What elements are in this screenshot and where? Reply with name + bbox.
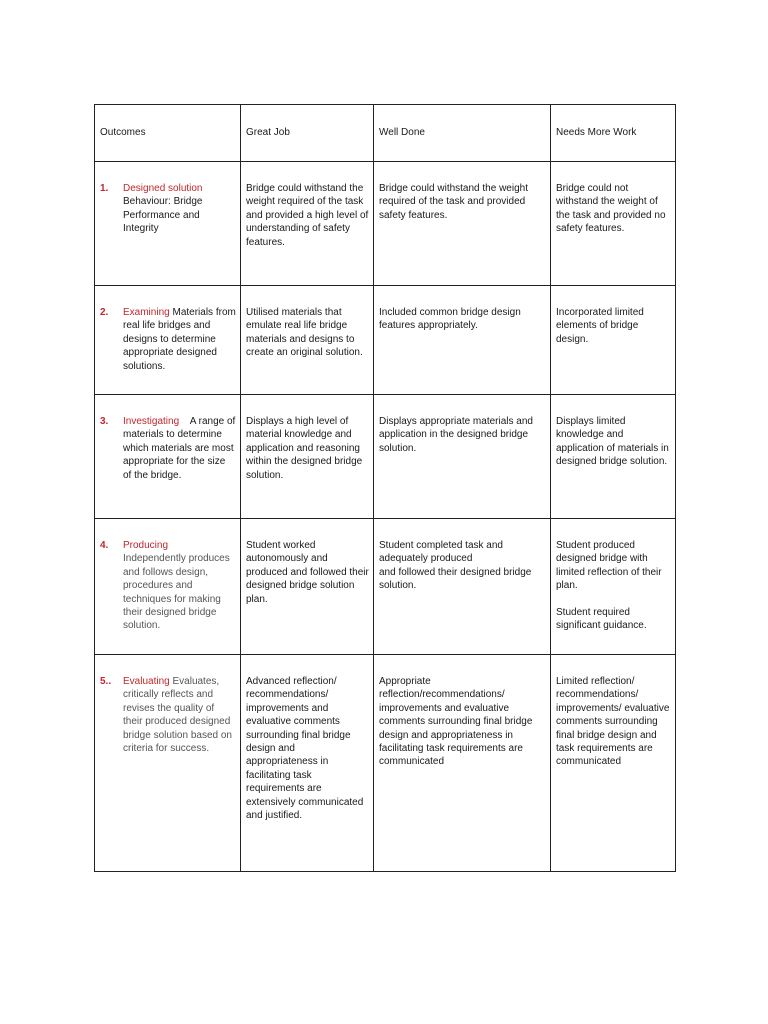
needs-more-work-text: Student produced designed bridge with limited reflection of their plan.: [556, 540, 662, 592]
great-job-cell: Utilised materials that emulate real life bridge materials and designs to create an original solution.: [241, 286, 374, 395]
outcome-keyword: Designed solution: [123, 183, 203, 194]
outcome-description: Behaviour: Bridge Performance and Integrity: [123, 196, 203, 235]
outcome-number: 5..: [100, 676, 112, 687]
outcome-description: Independently produces and follows design, procedures and techniques for making their designed bridge solution.: [123, 553, 230, 632]
header-great-job: Great Job: [241, 105, 374, 162]
rubric-row-evaluating: [95, 655, 676, 872]
rubric-row-investigating: [95, 395, 676, 519]
great-job-cell: Student worked autonomously and produced and followed their designed bridge solution plan.: [241, 519, 374, 655]
outcome-number: 2.: [100, 307, 109, 318]
outcome-number: 1.: [100, 183, 109, 194]
needs-more-work-cell: [551, 519, 676, 655]
well-done-cell: Displays appropriate materials and application in the designed bridge solution.: [374, 395, 551, 519]
outcome-cell: [95, 395, 241, 519]
outcome-keyword: Producing: [123, 540, 169, 551]
header-needs-more-work: Needs More Work: [551, 105, 676, 162]
outcome-number: 4.: [100, 540, 109, 551]
rubric-row-producing: [95, 519, 676, 655]
outcome-cell: [95, 519, 241, 655]
rubric-row-examining: [95, 286, 676, 395]
great-job-cell: Bridge could withstand the weight required of the task and provided a high level of understanding of safety features.: [241, 162, 374, 286]
rubric-row-designed-solution: [95, 162, 676, 286]
needs-more-work-cell: Bridge could not withstand the weight of the task and provided no safety features.: [551, 162, 676, 286]
needs-more-work-cell: Limited reflection/ recommendations/ improvements/ evaluative comments surrounding final bridge design and task requirements are communicated: [551, 655, 676, 872]
great-job-cell: Advanced reflection/ recommendations/ improvements and evaluative comments surrounding final bridge design and appropriateness in facilitating task requirements are extensively communicated and justified.: [241, 655, 374, 872]
well-done-text-line-2: and followed their designed bridge solution.: [379, 566, 532, 592]
outcome-description: A range of materials to determine which materials are most appropriate for the size of the bridge.: [123, 416, 236, 481]
well-done-cell: Included common bridge design features appropriately.: [374, 286, 551, 395]
outcome-cell: [95, 286, 241, 395]
outcome-cell: [95, 655, 241, 872]
assessment-rubric-table: [94, 104, 676, 872]
well-done-cell: Appropriate reflection/recommendations/ improvements and evaluative comments surrounding final bridge design and appropriateness in facilitating task requirements are communicated: [374, 655, 551, 872]
well-done-cell: [374, 519, 551, 655]
outcome-keyword: Investigating: [123, 416, 180, 427]
outcome-description: Materials from real life bridges and designs to determine appropriate designed solutions.: [123, 307, 236, 372]
outcome-number: 3.: [100, 416, 109, 427]
well-done-cell: Bridge could withstand the weight required of the task and provided safety features.: [374, 162, 551, 286]
outcome-keyword: Evaluating: [123, 676, 170, 687]
outcome-cell: [95, 162, 241, 286]
needs-more-work-cell: Incorporated limited elements of bridge design.: [551, 286, 676, 395]
header-outcomes: Outcomes: [95, 105, 241, 162]
great-job-cell: Displays a high level of material knowledge and application and reasoning within the designed bridge solution.: [241, 395, 374, 519]
needs-more-work-cell: Displays limited knowledge and application of materials in designed bridge solution.: [551, 395, 676, 519]
needs-more-work-text-2: Student required significant guidance.: [556, 607, 647, 632]
header-well-done: Well Done: [374, 105, 551, 162]
well-done-text-line-1: Student completed task and adequately produced: [379, 540, 503, 565]
header-row: [95, 105, 676, 162]
outcome-keyword: Examining: [123, 307, 170, 318]
outcome-description: Evaluates, critically reflects and revises the quality of their produced designed bridge solution based on criteria for success.: [123, 676, 232, 755]
